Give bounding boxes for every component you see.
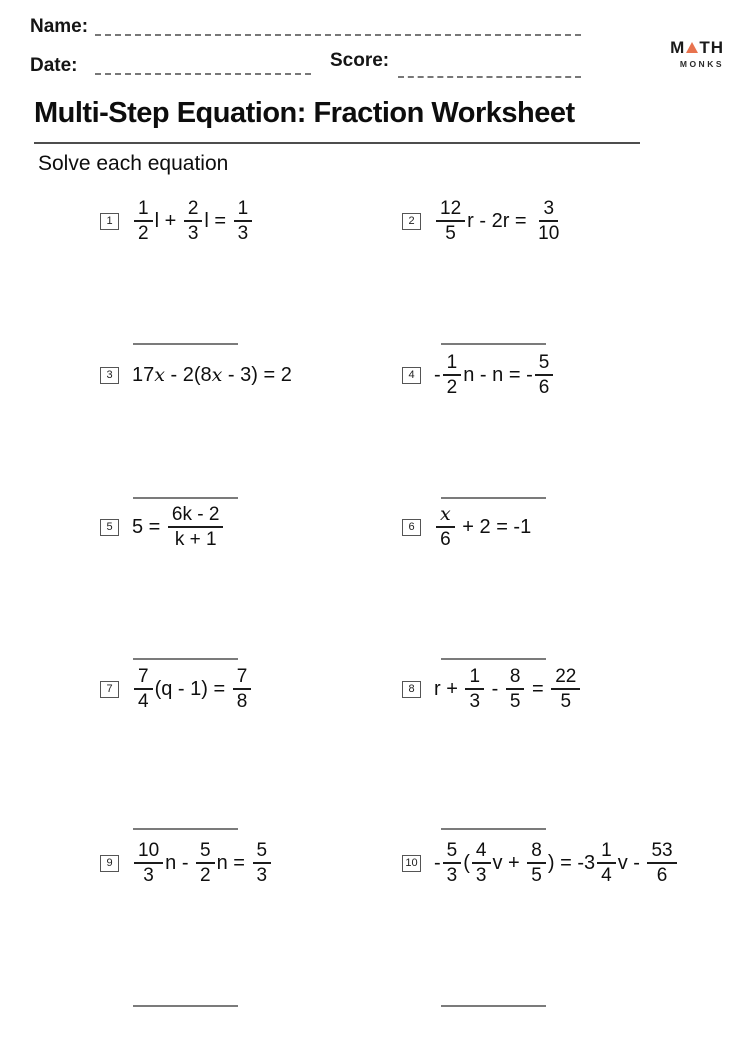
equation-text: =: [526, 677, 550, 700]
answer-blank-line-9: [133, 1005, 238, 1007]
logo-word-end: TH: [699, 38, 724, 57]
fraction-numerator: 5: [196, 840, 215, 864]
equation-text: n -: [165, 851, 195, 874]
problem-9: [100, 828, 273, 898]
fraction-numerator: 1: [597, 840, 616, 864]
fraction: [472, 840, 491, 887]
fraction-numerator: x: [436, 504, 455, 528]
equation-text: n - n = -: [463, 363, 533, 386]
page-title: Multi-Step Equation: Fraction Worksheet: [34, 97, 575, 129]
problem-number-box: 7: [100, 681, 119, 698]
problem-number-box: 4: [402, 367, 421, 384]
name-blank-line: [95, 34, 581, 36]
equation: [434, 504, 531, 551]
problem-6: [402, 492, 531, 562]
problem-4: [402, 340, 555, 410]
fraction-numerator: 22: [551, 666, 580, 690]
fraction-denominator: 3: [446, 865, 458, 886]
fraction: [134, 198, 153, 245]
fraction-denominator: 4: [138, 691, 149, 712]
equation: [434, 666, 582, 713]
equation: [132, 364, 292, 387]
fraction-numerator: 5: [253, 840, 272, 864]
fraction-denominator: 5: [509, 691, 521, 712]
fraction-numerator: 5: [535, 352, 554, 376]
equation-text: + 2 = -1: [456, 515, 532, 538]
title-underline: [34, 142, 640, 144]
fraction-denominator: 4: [601, 865, 612, 886]
equation-variable: x: [154, 364, 165, 386]
fraction-numerator: 1: [134, 198, 153, 222]
fraction-numerator: 10: [134, 840, 163, 864]
fraction: [551, 666, 580, 713]
logo-wordmark: [650, 38, 724, 58]
equation-text: 5 =: [132, 515, 166, 538]
fraction-denominator: 2: [200, 865, 211, 886]
fraction-denominator: 3: [469, 691, 481, 712]
problem-number-box: 6: [402, 519, 421, 536]
equation-text: l +: [154, 209, 182, 232]
fraction: [234, 198, 253, 245]
fraction: [196, 840, 215, 887]
fraction-numerator: 4: [472, 840, 491, 864]
fraction-numerator: 5: [443, 840, 462, 864]
problem-number-box: 2: [402, 213, 421, 230]
fraction-numerator: 8: [506, 666, 525, 690]
fraction: [253, 840, 272, 887]
score-label: Score:: [330, 50, 390, 71]
fraction-numerator: 53: [647, 840, 676, 864]
equation-text: ) = -3: [547, 851, 596, 874]
fraction-numerator: 3: [539, 198, 558, 222]
problem-3: [100, 340, 292, 410]
fraction-denominator: 2: [138, 223, 149, 244]
equation: [132, 504, 225, 551]
equation: [132, 198, 254, 245]
fraction-numerator: 1: [443, 352, 462, 376]
equation-text: (: [463, 851, 470, 874]
problem-7: [100, 654, 253, 724]
equation-text: l =: [204, 209, 232, 232]
fraction-denominator: 5: [560, 691, 572, 712]
problem-2: [402, 186, 565, 256]
fraction: [647, 840, 676, 887]
fraction-numerator: 6k - 2: [168, 504, 224, 528]
fraction-denominator: 8: [236, 691, 248, 712]
equation-text: n =: [216, 851, 251, 874]
fraction: [443, 352, 462, 399]
fraction: [527, 840, 546, 887]
problem-number-box: 8: [402, 681, 421, 698]
fraction-denominator: 6: [538, 377, 550, 398]
score-blank-line: [398, 76, 581, 78]
fraction: [134, 840, 163, 887]
fraction: [534, 198, 563, 245]
fraction-denominator: 3: [143, 865, 154, 886]
fraction-numerator: 8: [527, 840, 546, 864]
fraction-numerator: 7: [134, 666, 153, 690]
answer-blank-line-10: [441, 1005, 546, 1007]
fraction-denominator: 6: [656, 865, 668, 886]
fraction-denominator: 3: [475, 865, 487, 886]
equation: [132, 666, 253, 713]
fraction: [597, 840, 616, 887]
fraction-numerator: 1: [234, 198, 253, 222]
date-blank-line: [95, 73, 311, 75]
fraction: [233, 666, 252, 713]
equation-text: -: [434, 363, 441, 386]
problem-5: [100, 492, 225, 562]
fraction-numerator: 7: [233, 666, 252, 690]
instruction-text: Solve each equation: [38, 152, 229, 175]
logo-subtitle: MONKS: [679, 59, 724, 69]
fraction-denominator: 5: [445, 223, 456, 244]
fraction-denominator: 3: [256, 865, 268, 886]
problem-number-box: 3: [100, 367, 119, 384]
equation-text: - 2(8: [164, 363, 212, 386]
fraction: [134, 666, 153, 713]
name-label: Name:: [30, 16, 89, 37]
equation-text: - 3) = 2: [222, 363, 292, 386]
equation-text: -: [486, 677, 504, 700]
fraction: [168, 504, 224, 551]
fraction: [535, 352, 554, 399]
equation-text: 17: [132, 363, 155, 386]
problem-10: [402, 828, 679, 898]
problem-number-box: 10: [402, 855, 421, 872]
fraction-denominator: 6: [440, 529, 451, 550]
fraction-numerator: 2: [184, 198, 203, 222]
fraction: [443, 840, 462, 887]
fraction: [184, 198, 203, 245]
equation-text: (q - 1) =: [154, 677, 231, 700]
equation-text: r - 2r =: [467, 209, 533, 232]
equation-text: v +: [492, 851, 526, 874]
equation-variable: x: [211, 364, 223, 386]
triangle-icon: [686, 42, 698, 53]
problem-number-box: 1: [100, 213, 119, 230]
fraction: [465, 666, 484, 713]
equation-text: v -: [617, 851, 646, 874]
logo-word-start: M: [670, 38, 686, 57]
fraction-denominator: 3: [187, 223, 199, 244]
fraction-denominator: k + 1: [174, 529, 217, 550]
problem-number-box: 9: [100, 855, 119, 872]
fraction-denominator: 3: [237, 223, 249, 244]
fraction-denominator: 5: [531, 865, 542, 886]
fraction: [436, 198, 465, 245]
fraction-numerator: 1: [465, 666, 484, 690]
fraction-denominator: 2: [446, 377, 458, 398]
equation: [434, 352, 555, 399]
equation: [434, 840, 679, 887]
fraction: [436, 504, 455, 551]
equation-text: -: [434, 851, 441, 874]
equation-text: r +: [434, 677, 464, 700]
fraction-denominator: 10: [538, 223, 560, 244]
fraction-numerator: 12: [436, 198, 465, 222]
equation: [132, 840, 273, 887]
problem-1: [100, 186, 254, 256]
date-label: Date:: [30, 55, 78, 76]
equation: [434, 198, 565, 245]
problem-8: [402, 654, 582, 724]
problem-number-box: 5: [100, 519, 119, 536]
mathmonks-logo: [650, 38, 724, 69]
fraction: [506, 666, 525, 713]
